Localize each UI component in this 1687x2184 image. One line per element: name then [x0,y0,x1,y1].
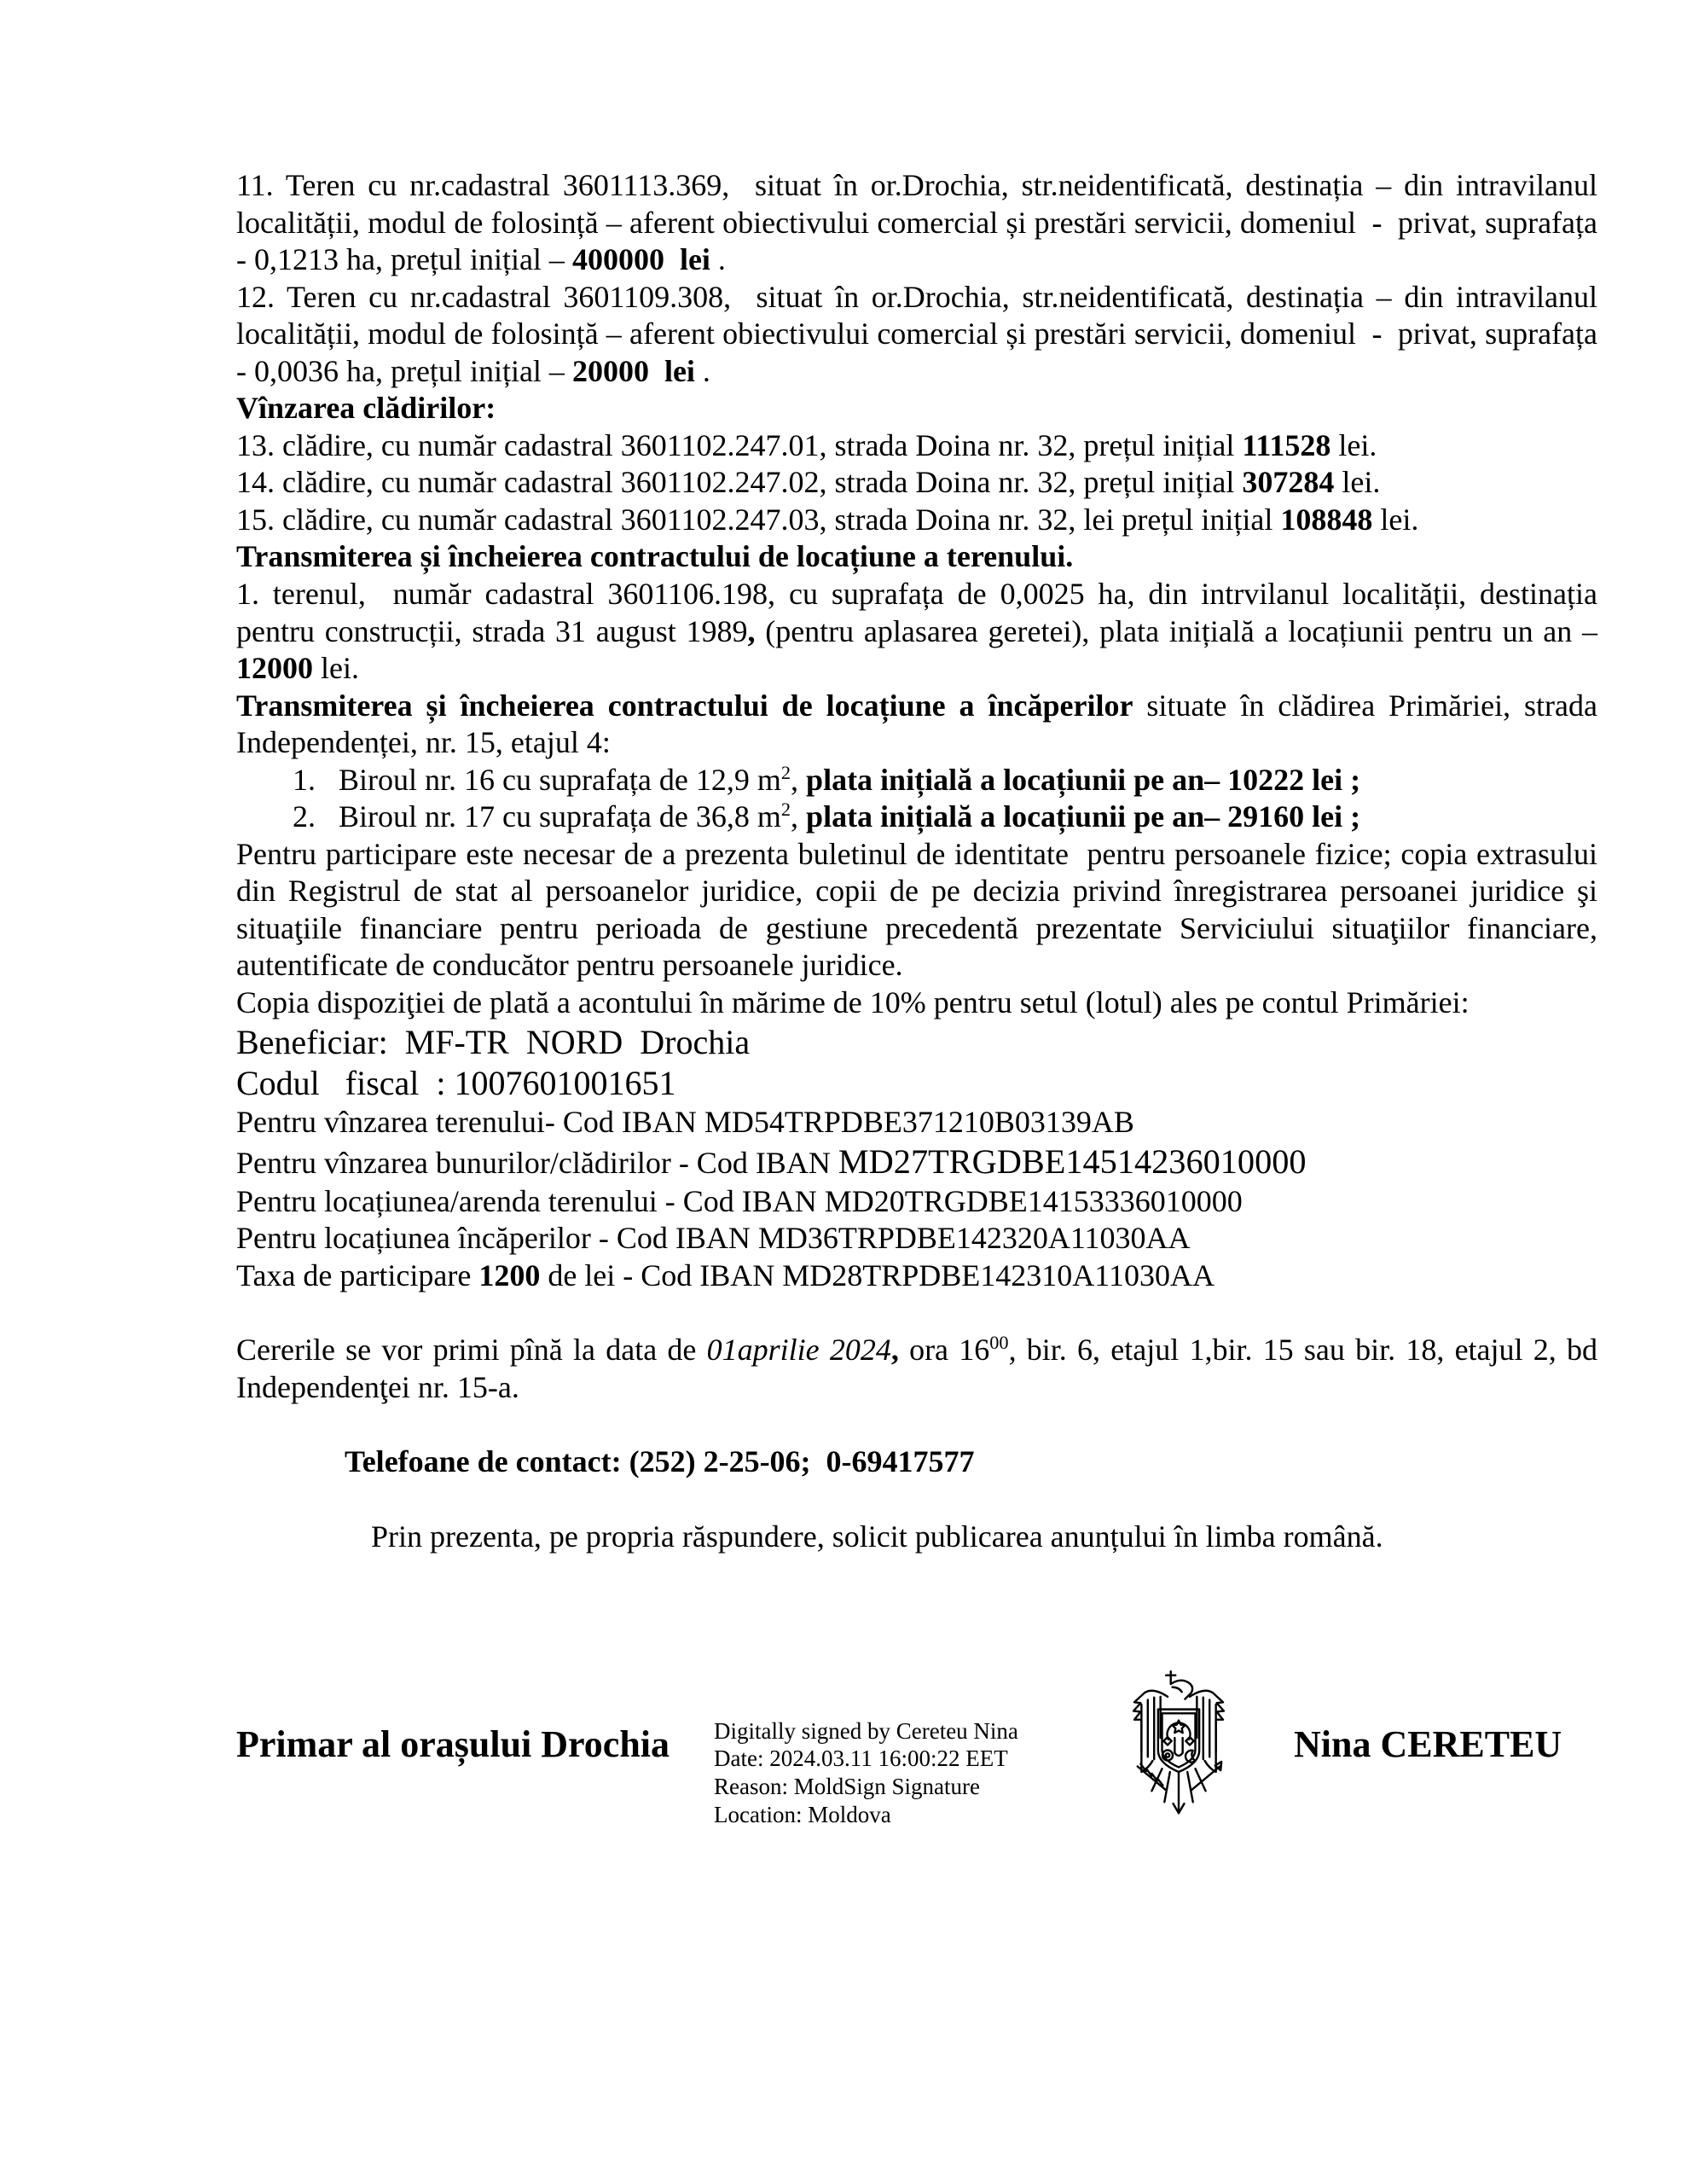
beneficiar-line [236,1022,1597,1063]
codul-fiscal-line [236,1063,1597,1104]
text-run: , [791,762,807,797]
iban-locatiune-teren [236,1183,1597,1221]
taxa-participare [236,1258,1597,1295]
text-run: 12. Teren cu nr.cadastral 3601109.308, situat în or.Drochia, str.neidentificată, destinația – din intravilanul localității, modul de folosință – aferent obiectivului comercial și prestări servicii, domeniul - privat, suprafața - 0,0036 ha, prețul inițial – [236,279,1597,388]
text-run: 01aprilie 2024 [706,1333,891,1368]
prin-prezenta [236,1519,1597,1556]
text-run: , [791,799,807,834]
telefoane-contact [236,1443,1597,1481]
building-item-14 [236,464,1597,502]
text-run: Taxa de participare [236,1258,479,1292]
text-run: lei. [1330,427,1377,462]
text-run: Cererile se vor primi pînă la data de [236,1333,707,1368]
text-run: Pentru vînzarea terenului- Cod IBAN MD54TRPDBE371210B03139AB [236,1105,1134,1140]
text-run: 307284 [1242,465,1335,500]
text-run: 400000 lei [571,242,710,277]
text-run: MD27TRGDBE14514236010000 [838,1141,1307,1181]
text-run: plata inițială a locațiunii pe an– 29160 lei ; [806,799,1361,834]
signature-detail-line: Digitally signed by Cereteu Nina [714,1717,1018,1744]
text-run: Transmiterea și încheierea contractului de locațiune a încăperilor [236,688,1133,723]
participation-requirements [236,836,1597,985]
text-run: . [710,242,726,277]
text-run: ora 16 [898,1333,990,1368]
text-run: Vînzarea clădirilor: [236,391,496,426]
text-run: de lei - Cod IBAN MD28TRPDBE142310A11030AA [540,1258,1215,1292]
document-content [236,167,1597,1832]
text-run: lei. [1372,502,1419,537]
signer-title: Primar al orașului Drochia [236,1722,670,1765]
text-run: lei. [1334,465,1381,500]
signature-detail-line: Date: 2024.03.11 16:00:22 EET [714,1745,1008,1772]
text-run: 1. terenul, număr cadastral 3601106.198, cu suprafața de 0,0025 ha, din intrvilanul localității, destinația pentru construcții, strada 31 august 1989 [236,577,1597,648]
office-item-17 [293,799,1597,836]
iban-vinzare-teren [236,1104,1597,1141]
text-run: Beneficiar: MF-TR NORD Drochia [236,1022,751,1061]
text-run: 2 [780,799,791,821]
signer-name: Nina CERETEU [1294,1722,1562,1765]
spacer-2 [236,1406,1597,1443]
text-run: 1. Biroul nr. 16 cu suprafața de 12,9 m [293,762,781,797]
text-run: 2. Biroul nr. 17 cu suprafața de 36,8 m [293,799,781,834]
iban-vinzare-cladiri [236,1141,1597,1183]
iban-locatiune-incaperi [236,1220,1597,1258]
text-run: 14. clădire, cu număr cadastral 3601102.247.02, strada Doina nr. 32, prețul inițial [236,465,1243,500]
text-run: Telefoane de contact: (252) 2-25-06; 0-69417577 [345,1444,975,1479]
text-run: Transmiterea și încheierea contractului de locațiune a terenului. [236,539,1074,574]
land-item-11 [236,167,1597,279]
text-run: 111528 [1242,427,1331,462]
text-run: Prin prezenta, pe propria răspundere, solicit publicarea anunțului în limba română. [371,1519,1383,1554]
spacer-1 [236,1294,1597,1332]
text-run: , [747,613,756,648]
signature-block [236,1678,1597,1832]
text-run: plata inițială a locațiunii pe an– 10222 lei ; [806,762,1361,797]
text-run: 12000 [236,651,313,686]
text-run: . [694,353,710,388]
text-run: Codul fiscal : 1007601001651 [236,1063,676,1102]
heading-locatiune-teren [236,538,1597,576]
moldova-coat-of-arms-icon [1123,1668,1234,1832]
cererile-deadline [236,1332,1597,1406]
text-run: Pentru locațiunea încăperilor - Cod IBAN MD36TRPDBE142320A11030AA [236,1221,1191,1256]
signature-detail-line: Reason: MoldSign Signature [714,1774,980,1800]
signature-detail-line: Location: Moldova [714,1802,891,1828]
spacer-3 [236,1481,1597,1519]
text-run: 11. Teren cu nr.cadastral 3601113.369, situat în or.Drochia, str.neidentificată, destinația – din intravilanul localității, modul de folosință – aferent obiectivului comercial și prestări servicii, domeniul - privat, suprafața - 0,1213 ha, prețul inițial – [236,168,1597,277]
text-run: , [890,1333,899,1368]
text-run: lei. [313,651,359,686]
text-run: Pentru participare este necesar de a prezenta buletinul de identitate pentru persoanele fizice; copia extrasului din Registrul de stat al persoanelor juridice, copii de pe decizia privind înregistrarea persoanei juridice şi situaţiile financiare pentru perioada de gestiune precedentă prezentate Serviciului situaţiilor financiare, autentificate de conducător pentru persoanele juridice. [236,836,1597,983]
building-item-13 [236,427,1597,465]
lease-item-1-teren [236,576,1597,688]
office-item-16 [293,762,1597,799]
text-run: 20000 lei [571,353,695,388]
building-item-15 [236,502,1597,539]
text-run: 2 [780,761,791,783]
text-run: 15. clădire, cu număr cadastral 3601102.247.03, strada Doina nr. 32, lei prețul inițial [236,502,1281,537]
digital-signature-details [714,1678,1123,1830]
heading-locatiune-incaperi [236,688,1597,762]
text-run: , bir. 6, etajul 1,bir. 15 sau bir. 18, etajul 2, bd Independenţei nr. 15-a. [236,1333,1597,1404]
text-run: Pentru vînzarea bunurilor/clădirilor - Cod IBAN [236,1145,838,1180]
text-run: Pentru locațiunea/arenda terenului - Cod IBAN MD20TRGDBE14153336010000 [236,1183,1243,1218]
text-run: 1200 [478,1258,541,1292]
document-body [236,167,1597,1556]
copia-dispozitiei [236,985,1597,1022]
land-item-12 [236,279,1597,391]
text-run: 108848 [1280,502,1373,537]
text-run: 00 [989,1332,1009,1354]
text-run: (pentru aplasarea geretei), plata inițială a locațiunii pentru un an – [755,613,1597,648]
heading-vinzarea-cladirilor [236,390,1597,427]
text-run: Copia dispoziţiei de plată a acontului în mărime de 10% pentru setul (lotul) ales pe contul Primăriei: [236,985,1470,1020]
text-run: 13. clădire, cu număr cadastral 3601102.247.01, strada Doina nr. 32, prețul inițial [236,427,1243,462]
text-run: situate în clădirea Primăriei, strada Independenței, nr. 15, etajul 4: [236,688,1597,760]
